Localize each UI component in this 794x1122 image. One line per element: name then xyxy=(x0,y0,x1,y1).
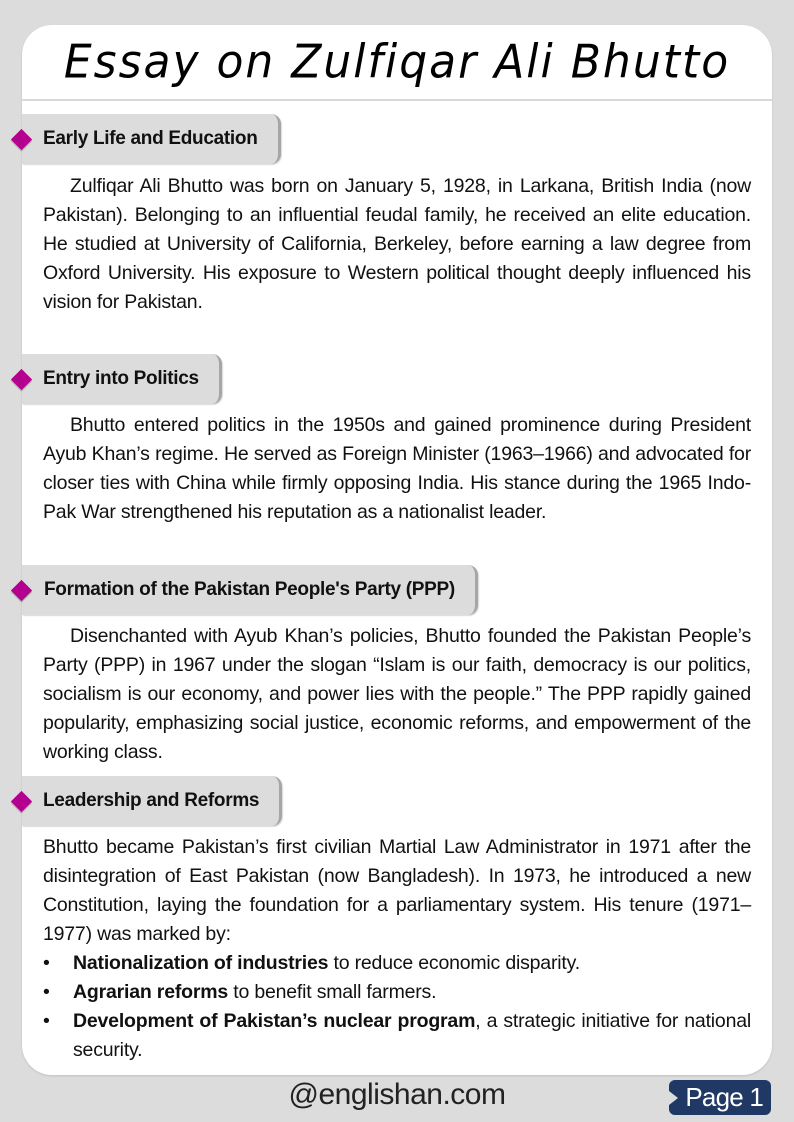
diamond-bullet-icon xyxy=(11,128,32,149)
section-paragraph: Disenchanted with Ayub Khan’s policies, Bhutto founded the Pakistan People’s Party (PPP) in 1967 under the slogan “Islam is our faith, democracy is our politics, socialism is our economy, and power lies with the people.” The PPP rapidly gained popularity, emphasizing social justice, economic reforms, and empowerment of the working class. xyxy=(43,625,751,763)
list-item-text: to reduce economic disparity. xyxy=(328,952,580,974)
section-paragraph: Bhutto became Pakistan’s first civilian Martial Law Administrator in 1971 after the disintegration of East Pakistan (now Bangladesh). In 1973, he introduced a new Constitution, laying the foundation for a parliamentary system. His tenure (1971–1977) was marked by: xyxy=(43,836,751,945)
section-paragraph: Zulfiqar Ali Bhutto was born on January 5, 1928, in Larkana, British India (now Pakistan). Belonging to an influential feudal family, he received an elite education. He studied at University of California, Berkeley, before earning a law degree from Oxford University. His exposure to Western political thought deeply influenced his vision for Pakistan. xyxy=(43,175,751,313)
list-item xyxy=(43,949,751,978)
list-item-text: to benefit small farmers. xyxy=(228,981,437,1003)
footer-website: @englishan.com xyxy=(288,1078,506,1111)
list-item-text: , a strategic initiative for national security. xyxy=(73,1010,751,1061)
section-heading-text: Entry into Politics xyxy=(43,368,199,389)
bullet-icon: • xyxy=(43,1010,50,1032)
bullet-icon: • xyxy=(43,981,50,1003)
diamond-bullet-icon xyxy=(11,579,32,600)
list-item-bold: Agrarian reforms xyxy=(73,981,229,1003)
section-heading-early-life xyxy=(22,114,281,164)
list-item xyxy=(43,1007,751,1065)
title-bar xyxy=(22,25,772,101)
section-heading-text: Early Life and Education xyxy=(43,128,258,149)
diamond-bullet-icon xyxy=(11,790,32,811)
section-heading-ppp xyxy=(22,565,478,615)
diamond-bullet-icon xyxy=(11,368,32,389)
bullet-icon: • xyxy=(43,952,50,974)
page-number-badge xyxy=(669,1080,771,1115)
section-paragraph: Bhutto entered politics in the 1950s and gained prominence during President Ayub Khan’s regime. He served as Foreign Minister (1963–1966) and advocated for closer ties with China while firmly opposing India. His stance during the 1965 Indo-Pak War strengthened his reputation as a nationalist leader. xyxy=(43,414,751,523)
section-heading-text: Formation of the Pakistan People's Party (PPP) xyxy=(44,579,455,600)
section-heading-politics xyxy=(22,354,222,404)
page-number-label: Page 1 xyxy=(685,1082,763,1112)
list-item-bold: Nationalization of industries xyxy=(73,952,329,974)
page-title: Essay on Zulfiqar Ali Bhutto xyxy=(63,35,731,89)
arrow-right-icon xyxy=(669,1091,678,1105)
section-heading-text: Leadership and Reforms xyxy=(43,790,260,811)
section-heading-leadership xyxy=(22,776,282,826)
list-item-bold: Development of Pakistan’s nuclear program xyxy=(73,1010,476,1032)
list-item xyxy=(43,978,751,1007)
reforms-list xyxy=(43,949,751,1065)
